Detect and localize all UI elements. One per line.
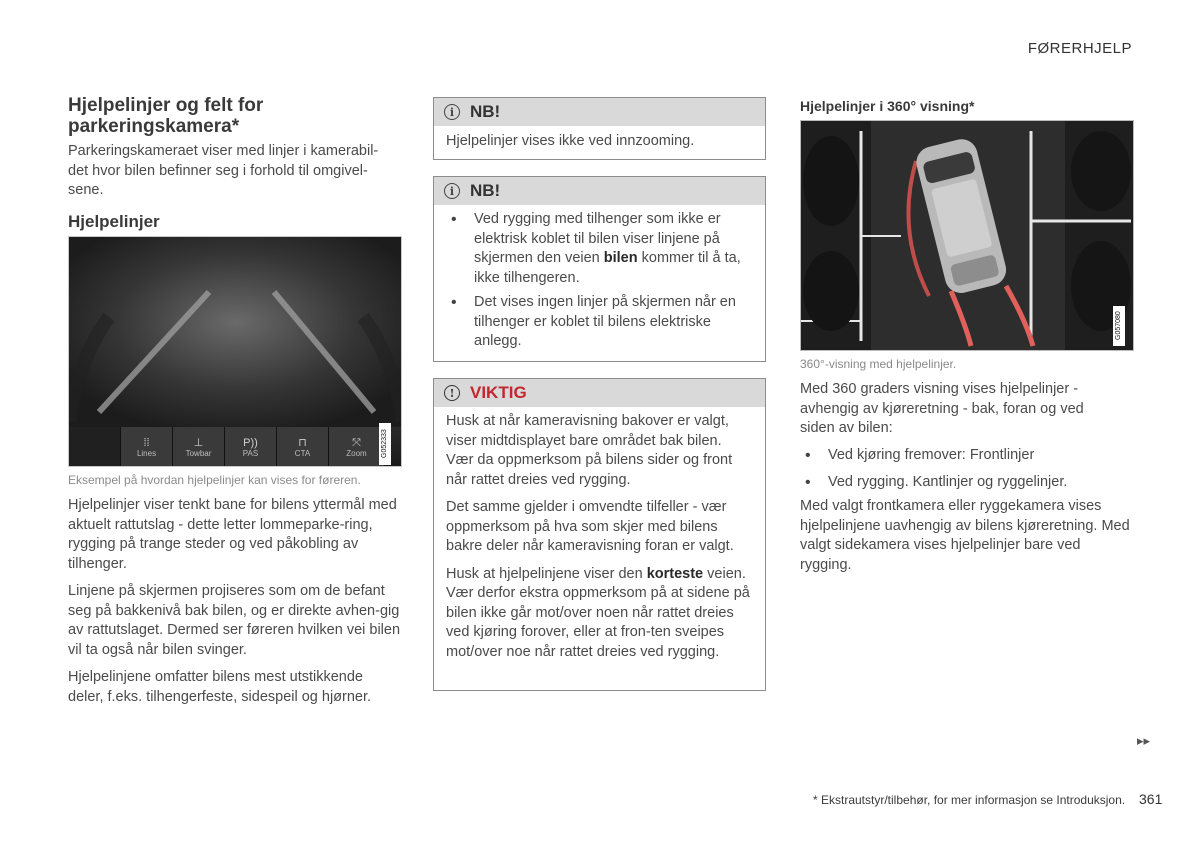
list-item: • Ved kjøring fremover: Frontlinjer xyxy=(800,446,1134,466)
list-item: • Ved rygging. Kantlinjer og ryggelinjer. xyxy=(800,473,1134,493)
360-bullet-list xyxy=(800,446,1134,492)
paragraph-3: Hjelpelinjene omfatter bilens mest utstikkende deler, f.eks. tilhengerfeste, sidespeil og hjørner. xyxy=(68,669,372,705)
warning-box-header xyxy=(434,379,765,407)
warning-icon: ! xyxy=(444,385,460,401)
subheading-hjelpelinjer: Hjelpelinjer xyxy=(68,212,160,231)
zoom-button[interactable] xyxy=(329,427,384,467)
image-code: G052333 xyxy=(379,423,391,465)
360-view-graphic xyxy=(801,121,1134,351)
360-view-figure xyxy=(800,120,1134,351)
zoom-button-label: Zoom xyxy=(346,449,367,458)
paragraph-360-details: Med valgt frontkamera eller ryggekamera vises hjelpelinjene uavhengig av bilens kjøreretning. Med valgt sidekamera vises hjelpelinjer bare ved rygging. xyxy=(800,498,1130,573)
lines-button[interactable] xyxy=(121,427,173,467)
pas-button[interactable] xyxy=(225,427,277,467)
guide-lines-graphic xyxy=(69,237,402,427)
camera-view xyxy=(69,237,402,427)
warning-paragraph-2: Det samme gjelder i omvendte tilfeller - vær oppmerksom på hva som skjer med bilens bakre deler når kameravisning foran er valgt. xyxy=(446,499,734,554)
intro-paragraph: Parkeringskameraet viser med linjer i kamerabil-det hvor bilen befinner seg i forhold til omgivel-sene. xyxy=(68,143,379,198)
note-box-2-title: NB! xyxy=(470,181,501,200)
footnote: * Ekstrautstyr/tilbehør, for mer informasjon se Introduksjon. xyxy=(813,793,1126,807)
note-box-1 xyxy=(433,97,766,160)
360-caption: 360°-visning med hjelpelinjer. xyxy=(800,357,957,371)
warning-box-title: VIKTIG xyxy=(470,383,527,402)
toolbar-spacer xyxy=(69,427,121,467)
camera-caption: Eksempel på hvordan hjelpelinjer kan vises for føreren. xyxy=(68,473,361,487)
page-number: 361 xyxy=(1139,791,1163,807)
info-icon: i xyxy=(444,104,460,120)
heading-360-view: Hjelpelinjer i 360° visning* xyxy=(800,98,975,114)
warning-paragraph-3: Husk at hjelpelinjene viser den korteste veien. Vær derfor ekstra oppmerksom på at sidene på bilen ikke går mot/over noen når rattet dreies ved kjøring forover, eller at fron-ten sveipes mot/over noe når rattet dreies ved rygging. xyxy=(446,565,750,660)
paragraph-2: Linjene på skjermen projiseres som om de befant seg på bakkenivå bak bilen, og er direkte avhen-gig av rattutslaget. Dermed ser føreren hvilken vei bilen vil ta også når bilen svinger. xyxy=(68,583,401,658)
note-box-1-header xyxy=(434,98,765,126)
paragraph-1: Hjelpelinjer viser tenkt bane for bilens yttermål med aktuelt rattutslag - dette letter lommeparke-ring, rygging på trange steder og ved påkobling av tilhenger. xyxy=(68,497,397,572)
towbar-icon: ⊥ xyxy=(193,437,204,449)
list-item: • Ved rygging med tilhenger som ikke er elektrisk koblet til bilen viser linjene på skjermen den veien bilen kommer til å ta, ikke tilhengeren. xyxy=(446,210,753,288)
warning-paragraph-1: Husk at når kameravisning bakover er valgt, viser midtdisplayet bare området bak bilen. Vær da oppmerksom på bilens sider og front når rattet dreies ved rygging. xyxy=(446,413,733,488)
cta-button[interactable] xyxy=(277,427,329,467)
note-box-1-title: NB! xyxy=(470,102,501,121)
list-item: • Det vises ingen linjer på skjermen når en tilhenger er koblet til bilens elektriske anlegg. xyxy=(446,293,753,352)
camera-toolbar xyxy=(69,427,402,467)
lines-icon: ⁞⁞ xyxy=(143,437,150,449)
camera-screen-figure xyxy=(68,236,402,467)
zoom-icon: ⤧ xyxy=(352,437,361,449)
cta-icon: ⊓ xyxy=(298,437,307,449)
paragraph-360-intro: Med 360 graders visning vises hjelpelinjer - avhengig av kjøreretning - bak, foran og ved siden av bilen: xyxy=(800,381,1084,436)
info-icon: i xyxy=(444,183,460,199)
section-header: FØRERHJELP xyxy=(1027,40,1132,57)
page-title: Hjelpelinjer og felt for parkeringskamera* xyxy=(68,95,264,137)
note-box-2 xyxy=(433,176,766,362)
note-box-1-text: Hjelpelinjer vises ikke ved innzooming. xyxy=(446,133,695,149)
cta-button-label: CTA xyxy=(294,449,311,458)
warning-box xyxy=(433,378,766,691)
note-box-2-header xyxy=(434,177,765,205)
lines-button-label: Lines xyxy=(136,449,157,458)
towbar-button[interactable] xyxy=(173,427,225,467)
pas-icon: P)) xyxy=(243,437,258,449)
towbar-button-label: Towbar xyxy=(185,449,212,458)
image-code: G057080 xyxy=(1115,311,1122,341)
pas-button-label: PAS xyxy=(242,449,259,458)
note-box-2-list xyxy=(446,210,753,352)
continue-arrow-icon: ▸▸ xyxy=(1136,733,1150,748)
